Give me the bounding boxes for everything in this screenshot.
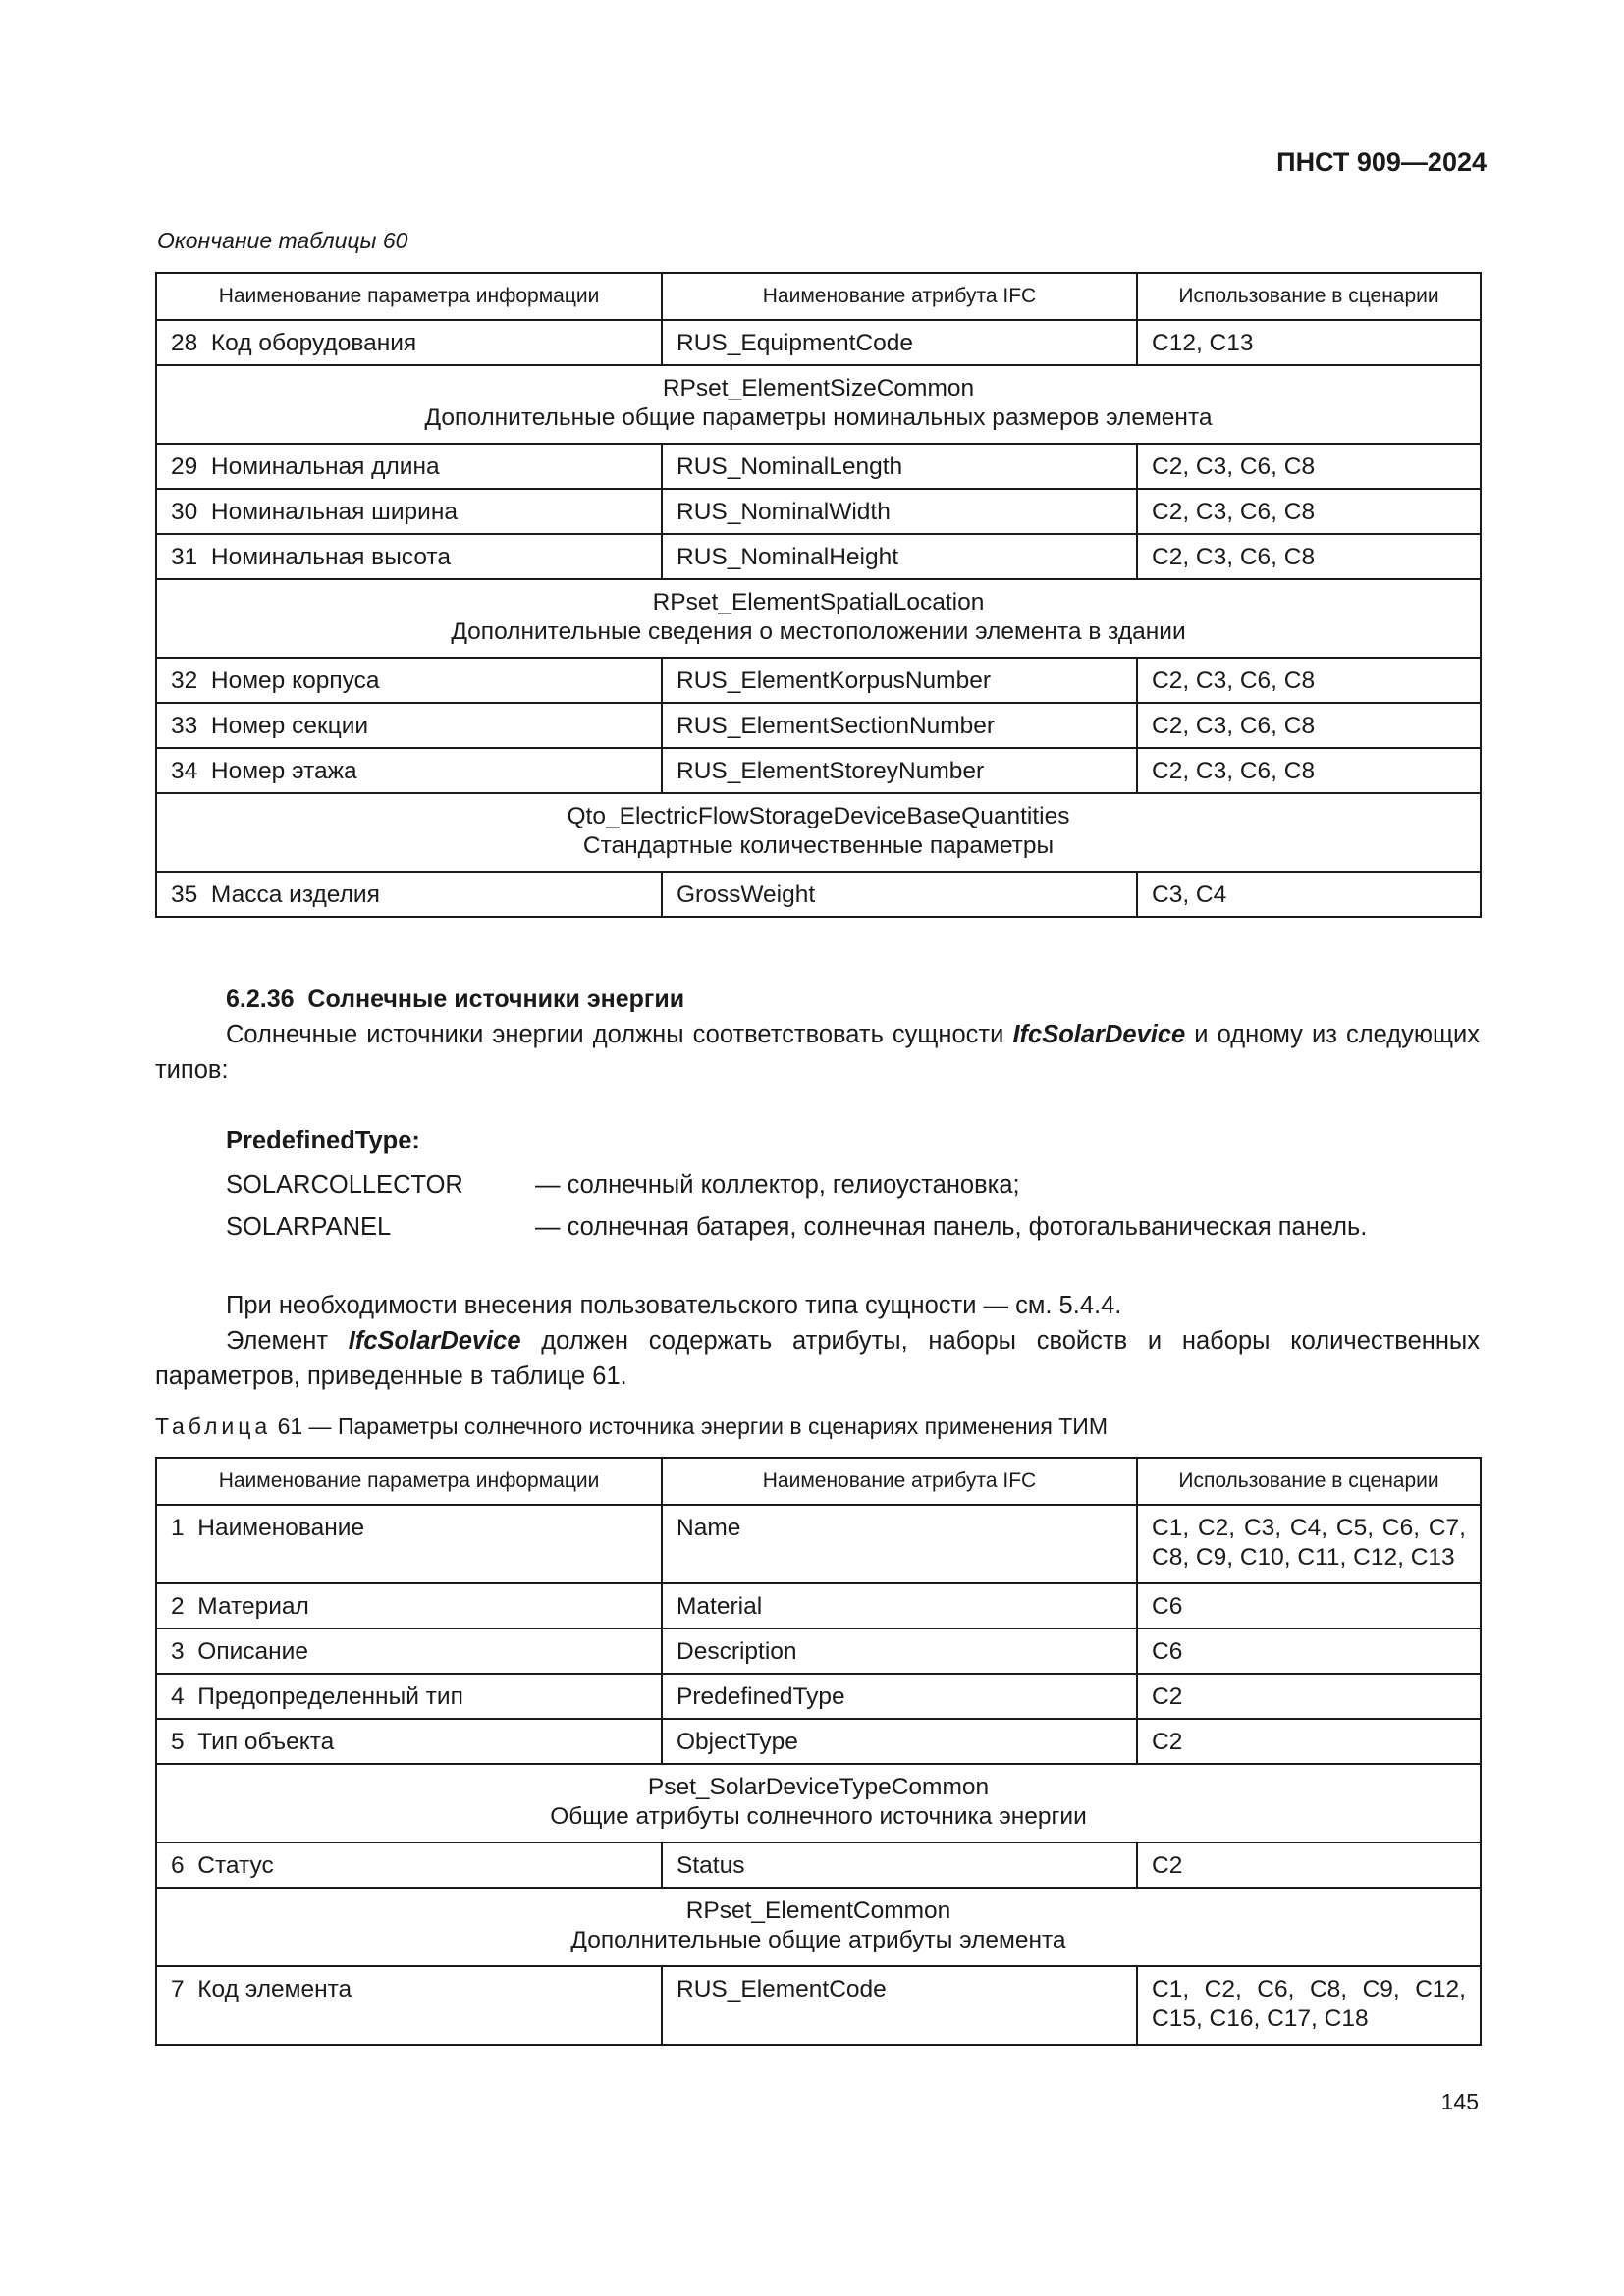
qto-description: Стандартные количественные параметры (582, 832, 1055, 859)
intro-text-end: и одному из следующих типов: (155, 1021, 1480, 1084)
table-header-row (156, 273, 1481, 320)
column-header: Наименование атрибута IFC (662, 1458, 1137, 1505)
row-number: 2 (171, 1593, 185, 1620)
usage-cell: C2, C3, C6, C8 (1137, 748, 1481, 793)
group-header-cell (156, 579, 1481, 658)
ifc-attribute-cell: RUS_NominalWidth (662, 489, 1137, 534)
group-row (156, 579, 1481, 658)
table-row (156, 1842, 1481, 1888)
note-paragraph (155, 1288, 1480, 1323)
group-header-cell (156, 793, 1481, 872)
param-name-cell (156, 658, 662, 703)
param-name: Код элемента (197, 1976, 352, 2002)
param-name-cell (156, 1842, 662, 1888)
table-60-caption: Окончание таблицы 60 (157, 228, 408, 253)
param-name-cell (156, 320, 662, 365)
row-number: 34 (171, 758, 198, 784)
pset-name: Pset_SolarDeviceTypeCommon (647, 1774, 990, 1800)
param-name: Тип объекта (197, 1729, 335, 1755)
group-header-cell (156, 365, 1481, 444)
element-text: Элемент (226, 1327, 349, 1355)
pset-description: Общие атрибуты солнечного источника энергии (550, 1803, 1087, 1830)
table-row (156, 1719, 1481, 1764)
type-list-item (226, 1213, 1367, 1242)
param-name: Номинальная ширина (210, 499, 458, 525)
predefined-type-label: PredefinedType: (226, 1127, 420, 1154)
intro-paragraph (155, 1017, 1480, 1088)
param-name: Номер секции (210, 713, 369, 739)
row-number: 28 (171, 330, 198, 356)
table-61-caption (155, 1414, 1108, 1440)
group-header-cell (156, 1888, 1481, 1966)
ifc-attribute-cell: Status (662, 1842, 1137, 1888)
row-number: 1 (171, 1515, 185, 1541)
page-number: 145 (1440, 2089, 1479, 2114)
table-row (156, 703, 1481, 748)
param-name: Материал (197, 1593, 309, 1620)
param-name: Предопределенный тип (197, 1683, 463, 1710)
group-row (156, 1764, 1481, 1842)
usage-line: C15, C16, C17, C18 (1152, 2005, 1369, 2032)
column-header: Наименование параметра информации (156, 273, 662, 320)
ifc-attribute-cell: RUS_ElementKorpusNumber (662, 658, 1137, 703)
param-name-cell (156, 703, 662, 748)
table-row (156, 534, 1481, 579)
param-name-cell (156, 1629, 662, 1674)
param-name-cell (156, 1966, 662, 2045)
ifc-attribute-cell: Description (662, 1629, 1137, 1674)
table-word: Таблица (155, 1414, 272, 1439)
table-title: 61 — Параметры солнечного источника энергии в сценариях применения ТИМ (271, 1414, 1108, 1439)
table-row (156, 1505, 1481, 1583)
table-row (156, 658, 1481, 703)
param-name: Номер этажа (210, 758, 357, 784)
usage-cell: C3, C4 (1137, 872, 1481, 917)
usage-cell: C2, C3, C6, C8 (1137, 534, 1481, 579)
ifc-attribute-cell: RUS_EquipmentCode (662, 320, 1137, 365)
usage-cell: C2 (1137, 1842, 1481, 1888)
group-row (156, 1888, 1481, 1966)
table-row (156, 1629, 1481, 1674)
document-code: ПНСТ 909—2024 (1276, 147, 1487, 177)
usage-line: C1, C2, C3, C4, C5, C6, C7, (1152, 1515, 1466, 1541)
param-name-cell (156, 1719, 662, 1764)
type-key: SOLARCOLLECTOR (226, 1171, 463, 1199)
ifc-attribute-cell: RUS_ElementStoreyNumber (662, 748, 1137, 793)
column-header: Использование в сценарии (1137, 1458, 1481, 1505)
pset-description: Дополнительные общие атрибуты элемента (570, 1927, 1066, 1953)
table-row (156, 444, 1481, 489)
param-name: Масса изделия (210, 881, 380, 908)
row-number: 29 (171, 454, 198, 480)
param-name-cell (156, 1583, 662, 1629)
param-name: Номер корпуса (210, 667, 380, 694)
row-number: 31 (171, 544, 198, 570)
param-name: Номинальная высота (210, 544, 451, 570)
row-number: 4 (171, 1683, 185, 1710)
table-row (156, 1966, 1481, 2045)
row-number: 7 (171, 1976, 185, 2002)
row-number: 33 (171, 713, 198, 739)
usage-cell: C2, C3, C6, C8 (1137, 489, 1481, 534)
ifc-attribute-cell: RUS_ElementSectionNumber (662, 703, 1137, 748)
note-text: При необходимости внесения пользовательского типа сущности — см. 5.4.4. (226, 1292, 1122, 1319)
ifc-attribute-cell: PredefinedType (662, 1674, 1137, 1719)
group-header-cell (156, 1764, 1481, 1842)
param-name: Номинальная длина (210, 454, 440, 480)
param-name-cell (156, 748, 662, 793)
column-header: Наименование параметра информации (156, 1458, 662, 1505)
param-name: Статус (197, 1852, 274, 1879)
table-header-row (156, 1458, 1481, 1505)
ifc-attribute-cell: RUS_ElementCode (662, 1966, 1137, 2045)
usage-cell: C6 (1137, 1629, 1481, 1674)
pset-description: Дополнительные общие параметры номинальных размеров элемента (424, 404, 1213, 431)
usage-cell (1137, 1505, 1481, 1583)
usage-cell: C2 (1137, 1719, 1481, 1764)
table-row (156, 489, 1481, 534)
usage-cell: C2, C3, C6, C8 (1137, 703, 1481, 748)
usage-cell: C2, C3, C6, C8 (1137, 658, 1481, 703)
param-name: Наименование (197, 1515, 365, 1541)
param-name-cell (156, 444, 662, 489)
usage-cell: C12, C13 (1137, 320, 1481, 365)
ifc-attribute-cell: RUS_NominalHeight (662, 534, 1137, 579)
group-row (156, 793, 1481, 872)
pset-description: Дополнительные сведения о местоположении элемента в здании (451, 618, 1186, 645)
param-name: Код оборудования (210, 330, 417, 356)
pset-name: RPset_ElementSizeCommon (662, 375, 975, 401)
ifc-attribute-cell: RUS_NominalLength (662, 444, 1137, 489)
param-name-cell (156, 1505, 662, 1583)
table-61 (155, 1457, 1482, 2046)
table-row (156, 1583, 1481, 1629)
table-row (156, 872, 1481, 917)
table-row (156, 320, 1481, 365)
ifc-attribute-cell: GrossWeight (662, 872, 1137, 917)
ifc-attribute-cell: Material (662, 1583, 1137, 1629)
row-number: 6 (171, 1852, 185, 1879)
usage-cell: C2, C3, C6, C8 (1137, 444, 1481, 489)
ifc-attribute-cell: ObjectType (662, 1719, 1137, 1764)
intro-text: Солнечные источники энергии должны соответствовать сущности (226, 1021, 1013, 1048)
row-number: 3 (171, 1638, 185, 1665)
type-list-item (226, 1171, 1020, 1200)
usage-cell: C2 (1137, 1674, 1481, 1719)
type-description: — солнечная батарея, солнечная панель, фотогальваническая панель. (535, 1213, 1368, 1241)
element-text-end: должен содержать атрибуты, наборы свойств и наборы количественных параметров, приведенные в таблице 61. (155, 1327, 1480, 1390)
type-description: — солнечный коллектор, гелиоустановка; (535, 1171, 1020, 1199)
column-header: Использование в сценарии (1137, 273, 1481, 320)
pset-name: RPset_ElementCommon (685, 1897, 951, 1924)
pset-name: RPset_ElementSpatialLocation (652, 589, 985, 615)
section-title: Солнечные источники энергии (307, 986, 685, 1013)
element-paragraph (155, 1323, 1480, 1394)
group-row (156, 365, 1481, 444)
ifc-attribute-cell: Name (662, 1505, 1137, 1583)
usage-line: C1, C2, C6, C8, C9, C12, (1152, 1976, 1466, 2002)
entity-name: IfcSolarDevice (348, 1327, 521, 1355)
section-heading (226, 986, 684, 1014)
param-name-cell (156, 872, 662, 917)
row-number: 32 (171, 667, 198, 694)
table-60 (155, 272, 1482, 918)
param-name-cell (156, 1674, 662, 1719)
param-name-cell (156, 489, 662, 534)
qto-name: Qto_ElectricFlowStorageDeviceBaseQuantities (567, 803, 1070, 829)
usage-cell: C6 (1137, 1583, 1481, 1629)
type-key: SOLARPANEL (226, 1213, 392, 1241)
row-number: 35 (171, 881, 198, 908)
usage-line: C8, C9, C10, C11, C12, C13 (1152, 1544, 1455, 1571)
section-number: 6.2.36 (226, 986, 295, 1013)
table-row (156, 1674, 1481, 1719)
param-name-cell (156, 534, 662, 579)
usage-cell (1137, 1966, 1481, 2045)
row-number: 5 (171, 1729, 185, 1755)
row-number: 30 (171, 499, 198, 525)
table-row (156, 748, 1481, 793)
entity-name: IfcSolarDevice (1012, 1021, 1186, 1048)
param-name: Описание (197, 1638, 308, 1665)
column-header: Наименование атрибута IFC (662, 273, 1137, 320)
